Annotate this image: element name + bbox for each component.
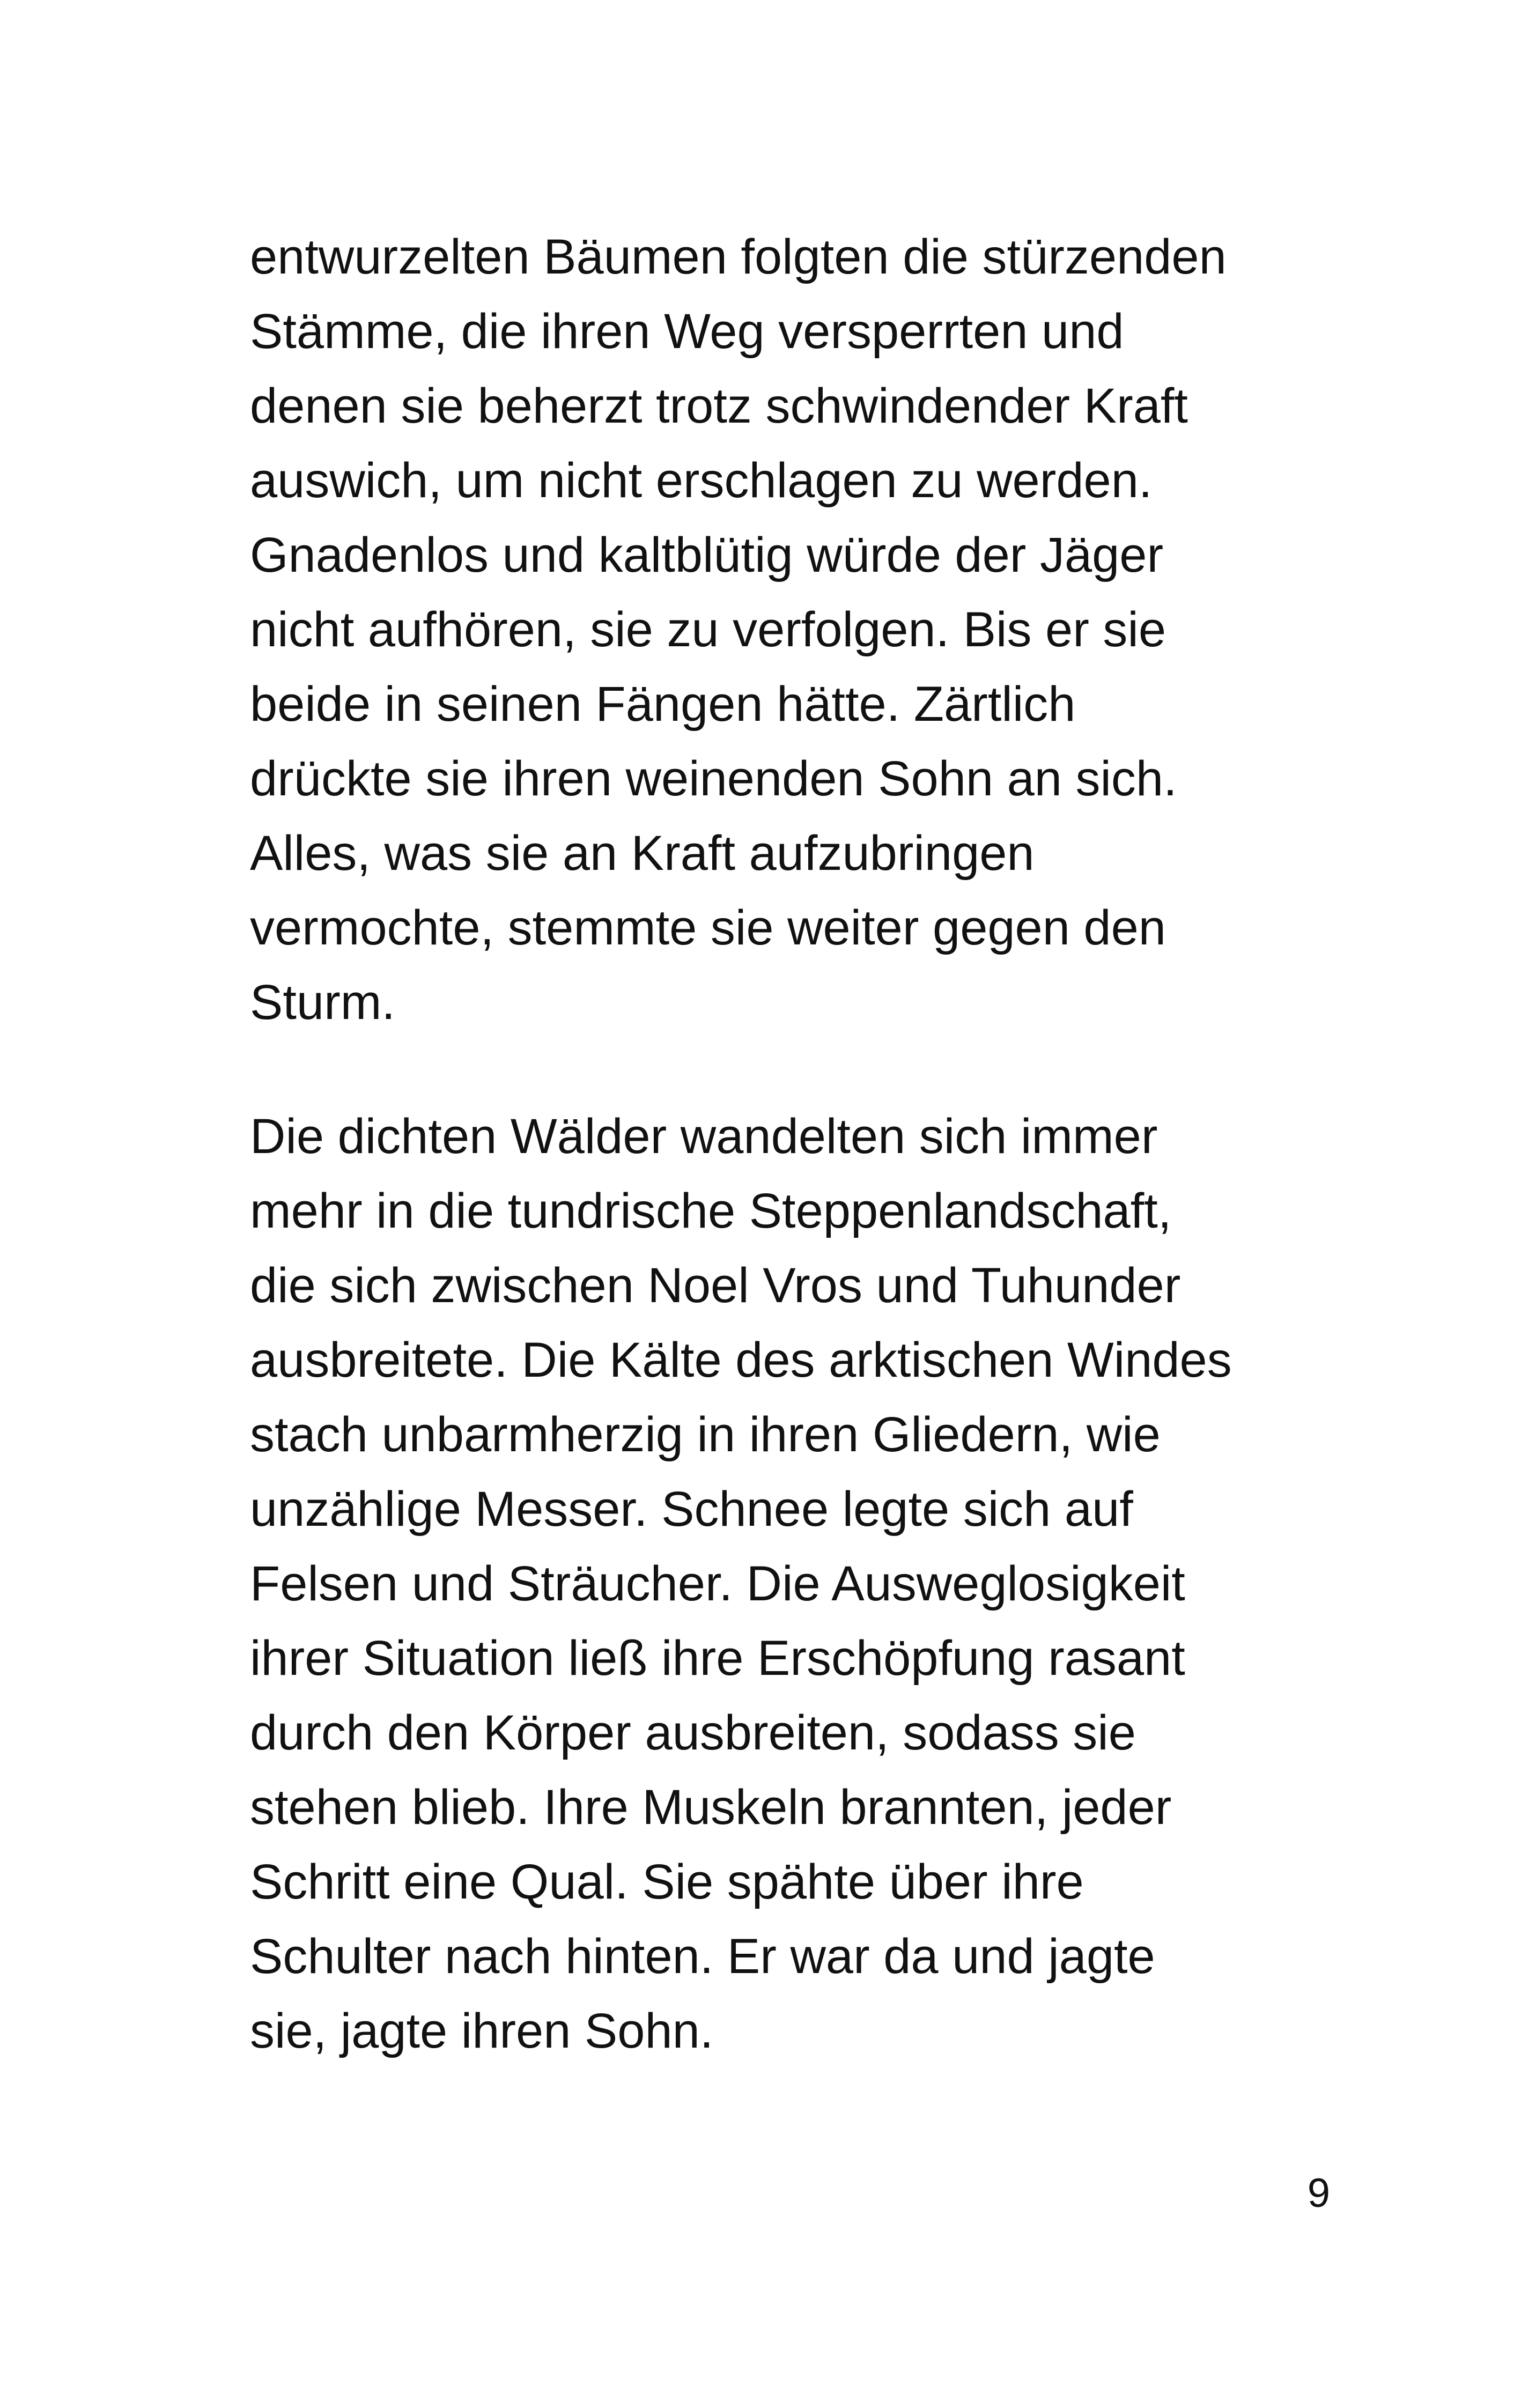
text-line: Die dichten Wälder wandelten sich immer (250, 1109, 1158, 1164)
text-line: Stämme, die ihren Weg versperrten und (250, 304, 1124, 359)
page-number: 9 (1307, 2170, 1330, 2216)
text-line: durch den Körper ausbreiten, sodass sie (250, 1705, 1136, 1760)
text-line: beide in seinen Fängen hätte. Zärtlich (250, 677, 1076, 732)
text-line: Schritt eine Qual. Sie spähte über ihre (250, 1855, 1084, 1909)
paragraph-1 (250, 220, 1227, 1040)
text-line: nicht aufhören, sie zu verfolgen. Bis er sie (250, 602, 1166, 657)
text-line: stehen blieb. Ihre Muskeln brannten, jeder (250, 1780, 1172, 1835)
text-line: sie, jagte ihren Sohn. (250, 2004, 714, 2058)
text-line: Sturm. (250, 975, 395, 1030)
paragraph-2 (250, 1099, 1232, 2069)
text-line: vermochte, stemmte sie weiter gegen den (250, 900, 1166, 955)
text-line: mehr in die tundrische Steppenlandschaft, (250, 1184, 1172, 1238)
text-line: denen sie beherzt trotz schwindender Kraft (250, 379, 1188, 433)
text-line: unzählige Messer. Schnee legte sich auf (250, 1482, 1133, 1537)
text-line: Gnadenlos und kaltblütig würde der Jäger (250, 528, 1164, 582)
text-line: ihrer Situation ließ ihre Erschöpfung rasant (250, 1631, 1185, 1686)
text-line: die sich zwischen Noel Vros und Tuhunder (250, 1258, 1181, 1313)
text-line: drückte sie ihren weinenden Sohn an sich. (250, 751, 1177, 806)
text-line: auswich, um nicht erschlagen zu werden. (250, 453, 1153, 508)
text-line: Felsen und Sträucher. Die Ausweglosigkeit (250, 1556, 1185, 1611)
text-line: entwurzelten Bäumen folgten die stürzenden (250, 230, 1227, 284)
text-line: stach unbarmherzig in ihren Gliedern, wie (250, 1407, 1161, 1462)
text-line: Schulter nach hinten. Er war da und jagte (250, 1929, 1155, 1984)
text-line: ausbreitete. Die Kälte des arktischen Windes (250, 1333, 1232, 1387)
text-line: Alles, was sie an Kraft aufzubringen (250, 826, 1035, 881)
